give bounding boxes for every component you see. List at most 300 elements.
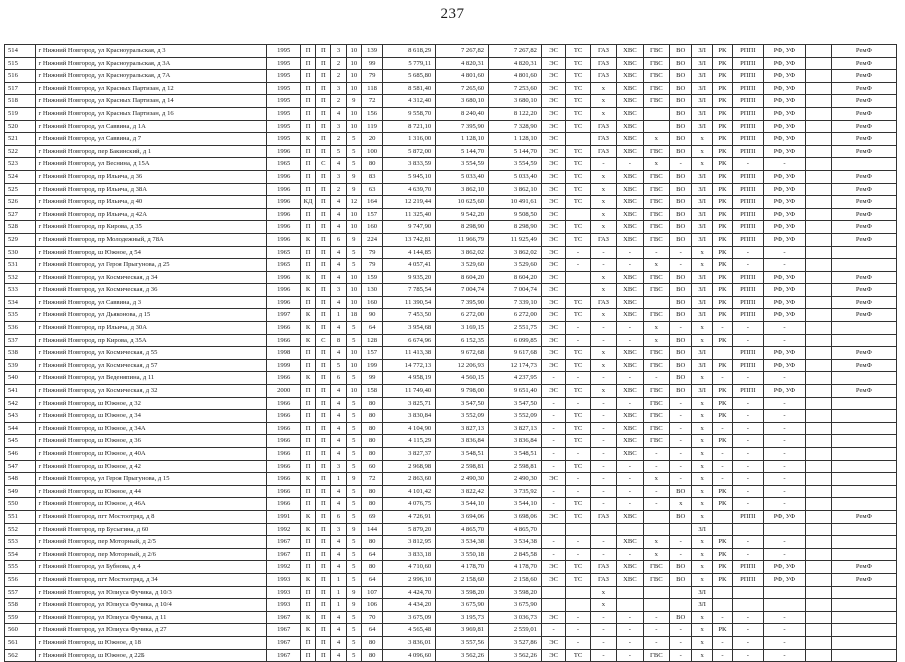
cell-gas: - [590, 435, 616, 448]
cell-entrances: 6 [331, 372, 346, 385]
cell-rppi: РППI [733, 233, 764, 246]
cell-heating: ТС [566, 45, 590, 58]
cell-address: г Нижний Новгород, пр Ильича, д 36 [35, 170, 267, 183]
cell-cold-water: ХВС [617, 561, 643, 574]
cell-row-number: 525 [5, 183, 36, 196]
cell-wall-material: П [300, 183, 315, 196]
cell-cold-water: ХВС [617, 510, 643, 523]
cell-year-built: 1996 [267, 284, 301, 297]
cell-private-area: 3 735,92 [489, 485, 542, 498]
cell-garbage-chute: ЗЛ [692, 95, 712, 108]
cell-blank [806, 385, 831, 398]
cell-wall-material: К [300, 133, 315, 146]
cell-row-number: 554 [5, 548, 36, 561]
cell-private-area: 11 925,49 [489, 233, 542, 246]
cell-hot-water [643, 586, 669, 599]
cell-heating: ТС [566, 107, 590, 120]
cell-heating: ТС [566, 359, 590, 372]
cell-gas: ГАЗ [590, 296, 616, 309]
cell-hot-water: ГВС [643, 385, 669, 398]
table-row [5, 410, 897, 423]
cell-heating: ТС [566, 183, 590, 196]
cell-gas: х [590, 359, 616, 372]
cell-total-area: 2 863,60 [383, 473, 436, 486]
cell-row-number: 560 [5, 624, 36, 637]
cell-repair-kind [712, 510, 732, 523]
cell-funds: РФ, УФ [763, 284, 806, 297]
cell-entrances: 2 [331, 57, 346, 70]
cell-living-area: 2 158,60 [436, 573, 489, 586]
cell-hot-water [643, 296, 669, 309]
cell-total-area: 4 710,60 [383, 561, 436, 574]
cell-floors: 9 [346, 95, 361, 108]
cell-sewerage: - [670, 246, 692, 259]
cell-roof-type: П [316, 636, 331, 649]
cell-apartments: 80 [361, 448, 382, 461]
cell-entrances: 4 [331, 385, 346, 398]
cell-blank [806, 573, 831, 586]
cell-cold-water: ХВС [617, 422, 643, 435]
cell-rppi: РППI [733, 145, 764, 158]
cell-total-area: 4 958,19 [383, 372, 436, 385]
cell-blank [806, 208, 831, 221]
cell-year-built: 1965 [267, 246, 301, 259]
cell-hot-water: ГВС [643, 359, 669, 372]
cell-roof-type: П [316, 385, 331, 398]
cell-private-area: 7 253,60 [489, 82, 542, 95]
cell-rppi: РППI [733, 70, 764, 83]
cell-apartments: 160 [361, 221, 382, 234]
cell-hot-water [643, 523, 669, 536]
cell-year-built: 1967 [267, 548, 301, 561]
table-row [5, 82, 897, 95]
cell-year-built: 1996 [267, 183, 301, 196]
cell-sewerage: - [670, 624, 692, 637]
cell-heating: ТС [566, 385, 590, 398]
cell-repair-kind: РК [712, 107, 732, 120]
cell-garbage-chute: х [692, 473, 712, 486]
cell-private-area: 3 862,02 [489, 246, 542, 259]
cell-heating: ТС [566, 221, 590, 234]
cell-apartments: 80 [361, 422, 382, 435]
cell-gas: - [590, 246, 616, 259]
cell-floors: 10 [346, 57, 361, 70]
cell-rppi: РППI [733, 510, 764, 523]
cell-gas: х [590, 82, 616, 95]
cell-repair-fund: РемФ [831, 510, 896, 523]
cell-address: г Нижний Новгород, ш Южное, д 40А [35, 448, 267, 461]
cell-rppi: - [733, 410, 764, 423]
cell-electricity: ЭС [541, 611, 565, 624]
cell-electricity: ЭС [541, 183, 565, 196]
cell-hot-water: - [643, 246, 669, 259]
cell-floors: 10 [346, 296, 361, 309]
cell-entrances: 3 [331, 120, 346, 133]
cell-wall-material: П [300, 359, 315, 372]
cell-row-number: 521 [5, 133, 36, 146]
cell-roof-type: П [316, 460, 331, 473]
cell-apartments: 99 [361, 372, 382, 385]
cell-private-area: 4 865,70 [489, 523, 542, 536]
cell-electricity: - [541, 397, 565, 410]
cell-blank [806, 221, 831, 234]
cell-hot-water: ГВС [643, 82, 669, 95]
cell-blank [806, 271, 831, 284]
cell-electricity: ЭС [541, 196, 565, 209]
cell-apartments: 80 [361, 410, 382, 423]
cell-total-area: 8 581,40 [383, 82, 436, 95]
cell-blank [806, 561, 831, 574]
cell-sewerage: ВО [670, 95, 692, 108]
cell-floors: 10 [346, 221, 361, 234]
cell-repair-kind: - [712, 649, 732, 662]
cell-cold-water: - [617, 611, 643, 624]
cell-entrances: 4 [331, 624, 346, 637]
cell-wall-material: П [300, 485, 315, 498]
cell-cold-water: - [617, 636, 643, 649]
cell-garbage-chute: х [692, 649, 712, 662]
cell-garbage-chute: х [692, 548, 712, 561]
cell-row-number: 519 [5, 107, 36, 120]
cell-blank [806, 145, 831, 158]
cell-funds: - [763, 624, 806, 637]
cell-entrances: 6 [331, 233, 346, 246]
cell-heating: ТС [566, 296, 590, 309]
cell-roof-type: П [316, 473, 331, 486]
cell-year-built: 2000 [267, 385, 301, 398]
cell-rppi [733, 586, 764, 599]
cell-sewerage: ВО [670, 385, 692, 398]
cell-electricity: ЭС [541, 573, 565, 586]
cell-private-area: 6 099,85 [489, 334, 542, 347]
cell-hot-water: - [643, 611, 669, 624]
cell-living-area: 3 862,10 [436, 183, 489, 196]
cell-hot-water: - [643, 485, 669, 498]
cell-entrances: 2 [331, 70, 346, 83]
cell-rppi: - [733, 536, 764, 549]
cell-living-area: 6 272,00 [436, 309, 489, 322]
cell-electricity: - [541, 548, 565, 561]
cell-cold-water: - [617, 624, 643, 637]
cell-apartments: 60 [361, 460, 382, 473]
cell-roof-type: П [316, 208, 331, 221]
cell-repair-kind: РК [712, 183, 732, 196]
cell-rppi: - [733, 548, 764, 561]
cell-sewerage: х [670, 498, 692, 511]
cell-heating [566, 208, 590, 221]
cell-year-built: 1996 [267, 221, 301, 234]
cell-year-built: 1966 [267, 397, 301, 410]
cell-funds: - [763, 485, 806, 498]
cell-heating: - [566, 259, 590, 272]
cell-sewerage [670, 599, 692, 612]
cell-funds: РФ, УФ [763, 359, 806, 372]
cell-address: г Нижний Новгород, пер Моторный, д 2/5 [35, 536, 267, 549]
cell-entrances: 4 [331, 649, 346, 662]
cell-living-area: 4 801,60 [436, 70, 489, 83]
cell-repair-kind: - [712, 636, 732, 649]
cell-roof-type: П [316, 624, 331, 637]
cell-total-area: 4 434,20 [383, 599, 436, 612]
cell-living-area: 7 265,60 [436, 82, 489, 95]
cell-sewerage: ВО [670, 334, 692, 347]
cell-year-built: 1995 [267, 107, 301, 120]
cell-cold-water: - [617, 158, 643, 171]
cell-total-area: 5 945,10 [383, 170, 436, 183]
cell-gas: - [590, 322, 616, 335]
cell-heating: - [566, 636, 590, 649]
cell-row-number: 530 [5, 246, 36, 259]
cell-funds [763, 586, 806, 599]
table-row [5, 372, 897, 385]
cell-gas: - [590, 649, 616, 662]
cell-year-built: 1966 [267, 334, 301, 347]
cell-living-area: 3 598,20 [436, 586, 489, 599]
cell-row-number: 522 [5, 145, 36, 158]
cell-living-area: 3 544,10 [436, 498, 489, 511]
cell-repair-fund [831, 649, 896, 662]
cell-floors: 10 [346, 70, 361, 83]
cell-total-area: 4 312,40 [383, 95, 436, 108]
cell-repair-fund: РемФ [831, 296, 896, 309]
cell-roof-type: П [316, 284, 331, 297]
cell-year-built: 1996 [267, 196, 301, 209]
cell-blank [806, 284, 831, 297]
cell-funds: - [763, 246, 806, 259]
cell-gas: ГАЗ [590, 57, 616, 70]
cell-heating: ТС [566, 70, 590, 83]
cell-repair-kind: РК [712, 385, 732, 398]
cell-heating: - [566, 322, 590, 335]
cell-sewerage: ВО [670, 145, 692, 158]
cell-rppi: РППI [733, 183, 764, 196]
cell-wall-material: П [300, 347, 315, 360]
cell-blank [806, 246, 831, 259]
cell-gas: ГАЗ [590, 510, 616, 523]
cell-private-area: 9 508,50 [489, 208, 542, 221]
cell-apartments: 80 [361, 158, 382, 171]
cell-total-area: 12 219,44 [383, 196, 436, 209]
table-row [5, 385, 897, 398]
cell-rppi: - [733, 397, 764, 410]
table-row [5, 435, 897, 448]
cell-repair-fund: РемФ [831, 183, 896, 196]
cell-total-area: 3 830,84 [383, 410, 436, 423]
cell-blank [806, 422, 831, 435]
cell-roof-type: П [316, 448, 331, 461]
cell-year-built: 1967 [267, 636, 301, 649]
cell-address: г Нижний Новгород, ш Южное, д 54 [35, 246, 267, 259]
table-row [5, 347, 897, 360]
cell-repair-fund [831, 624, 896, 637]
cell-total-area: 4 565,48 [383, 624, 436, 637]
cell-rppi: - [733, 322, 764, 335]
cell-wall-material: К [300, 611, 315, 624]
cell-rppi: - [733, 649, 764, 662]
cell-electricity: ЭС [541, 57, 565, 70]
cell-repair-fund: РемФ [831, 309, 896, 322]
cell-living-area: 7 395,90 [436, 296, 489, 309]
cell-garbage-chute: ЗЛ [692, 70, 712, 83]
cell-private-area: 9 617,68 [489, 347, 542, 360]
cell-heating [566, 586, 590, 599]
cell-cold-water: ХВС [617, 183, 643, 196]
cell-garbage-chute: ЗЛ [692, 170, 712, 183]
cell-apartments: 63 [361, 183, 382, 196]
cell-electricity: ЭС [541, 120, 565, 133]
cell-private-area: 4 801,60 [489, 70, 542, 83]
cell-blank [806, 359, 831, 372]
cell-repair-fund: РемФ [831, 107, 896, 120]
cell-funds: - [763, 158, 806, 171]
cell-repair-fund: РемФ [831, 233, 896, 246]
cell-living-area: 7 004,74 [436, 284, 489, 297]
cell-funds: - [763, 322, 806, 335]
cell-electricity: ЭС [541, 296, 565, 309]
cell-electricity: ЭС [541, 385, 565, 398]
cell-cold-water: ХВС [617, 385, 643, 398]
cell-gas: х [590, 586, 616, 599]
cell-total-area: 11 413,38 [383, 347, 436, 360]
cell-hot-water: ГВС [643, 57, 669, 70]
cell-wall-material: П [300, 586, 315, 599]
cell-hot-water: ГВС [643, 183, 669, 196]
cell-entrances: 4 [331, 561, 346, 574]
cell-address: г Нижний Новгород, пгт Мостоотряд, д 34 [35, 573, 267, 586]
table-row [5, 183, 897, 196]
cell-entrances: 2 [331, 133, 346, 146]
cell-electricity: ЭС [541, 170, 565, 183]
cell-floors: 5 [346, 133, 361, 146]
cell-heating: ТС [566, 460, 590, 473]
cell-row-number: 542 [5, 397, 36, 410]
cell-repair-kind: РК [712, 120, 732, 133]
cell-roof-type: П [316, 359, 331, 372]
cell-rppi: - [733, 611, 764, 624]
cell-heating: - [566, 548, 590, 561]
cell-funds: - [763, 435, 806, 448]
cell-floors: 9 [346, 599, 361, 612]
cell-sewerage: - [670, 649, 692, 662]
cell-rppi: РППI [733, 95, 764, 108]
cell-sewerage: ВО [670, 233, 692, 246]
cell-wall-material: К [300, 510, 315, 523]
cell-garbage-chute: х [692, 133, 712, 146]
cell-row-number: 550 [5, 498, 36, 511]
cell-living-area: 3 827,13 [436, 422, 489, 435]
cell-apartments: 119 [361, 120, 382, 133]
cell-apartments: 69 [361, 510, 382, 523]
cell-year-built: 1995 [267, 45, 301, 58]
cell-hot-water: ГВС [643, 347, 669, 360]
cell-floors: 10 [346, 284, 361, 297]
table-row [5, 536, 897, 549]
cell-year-built: 1966 [267, 422, 301, 435]
cell-entrances: 4 [331, 410, 346, 423]
cell-address: г Нижний Новгород, пгт Мостоотряд, д 8 [35, 510, 267, 523]
cell-rppi: РППI [733, 120, 764, 133]
cell-wall-material: К [300, 523, 315, 536]
cell-rppi: РППI [733, 309, 764, 322]
cell-blank [806, 611, 831, 624]
table-row [5, 120, 897, 133]
cell-entrances: 2 [331, 95, 346, 108]
cell-sewerage: ВО [670, 611, 692, 624]
cell-year-built: 1992 [267, 523, 301, 536]
cell-roof-type: П [316, 435, 331, 448]
cell-address: г Нижний Новгород, ш Южное, д 46А [35, 498, 267, 511]
cell-heating: ТС [566, 158, 590, 171]
cell-row-number: 528 [5, 221, 36, 234]
cell-address: г Нижний Новгород, ш Южное, д 32 [35, 397, 267, 410]
cell-row-number: 561 [5, 636, 36, 649]
cell-sewerage: ВО [670, 70, 692, 83]
cell-blank [806, 485, 831, 498]
cell-wall-material: К [300, 624, 315, 637]
cell-blank [806, 536, 831, 549]
cell-entrances: 3 [331, 82, 346, 95]
cell-row-number: 517 [5, 82, 36, 95]
cell-total-area: 13 742,81 [383, 233, 436, 246]
cell-private-area: 9 651,40 [489, 385, 542, 398]
cell-private-area: 5 144,70 [489, 145, 542, 158]
cell-living-area: 8 240,40 [436, 107, 489, 120]
cell-roof-type: П [316, 259, 331, 272]
cell-funds: РФ, УФ [763, 70, 806, 83]
cell-cold-water: ХВС [617, 309, 643, 322]
cell-garbage-chute: ЗЛ [692, 523, 712, 536]
cell-hot-water: ГВС [643, 271, 669, 284]
cell-blank [806, 523, 831, 536]
cell-gas: - [590, 485, 616, 498]
cell-heating [566, 523, 590, 536]
cell-private-area: 3 527,86 [489, 636, 542, 649]
cell-funds: - [763, 498, 806, 511]
cell-hot-water: ГВС [643, 397, 669, 410]
cell-repair-fund: РемФ [831, 170, 896, 183]
cell-private-area: 1 128,10 [489, 133, 542, 146]
cell-floors: 5 [346, 636, 361, 649]
cell-electricity: - [541, 422, 565, 435]
cell-rppi: - [733, 422, 764, 435]
cell-sewerage: ВО [670, 573, 692, 586]
cell-repair-kind: РК [712, 410, 732, 423]
cell-year-built: 1995 [267, 120, 301, 133]
table-row [5, 473, 897, 486]
cell-total-area: 5 779,11 [383, 57, 436, 70]
cell-electricity: ЭС [541, 284, 565, 297]
cell-rppi: РППI [733, 107, 764, 120]
cell-sewerage: ВО [670, 133, 692, 146]
cell-electricity: ЭС [541, 322, 565, 335]
cell-living-area: 3 969,81 [436, 624, 489, 637]
cell-gas: - [590, 372, 616, 385]
cell-apartments: 199 [361, 359, 382, 372]
cell-gas: - [590, 536, 616, 549]
cell-funds: РФ, УФ [763, 271, 806, 284]
cell-heating: ТС [566, 422, 590, 435]
cell-total-area: 6 674,96 [383, 334, 436, 347]
cell-heating: ТС [566, 145, 590, 158]
cell-row-number: 545 [5, 435, 36, 448]
cell-roof-type: П [316, 183, 331, 196]
cell-entrances: 4 [331, 221, 346, 234]
cell-blank [806, 649, 831, 662]
cell-sewerage: ВО [670, 170, 692, 183]
table-row [5, 145, 897, 158]
cell-entrances: 4 [331, 611, 346, 624]
cell-wall-material: П [300, 208, 315, 221]
